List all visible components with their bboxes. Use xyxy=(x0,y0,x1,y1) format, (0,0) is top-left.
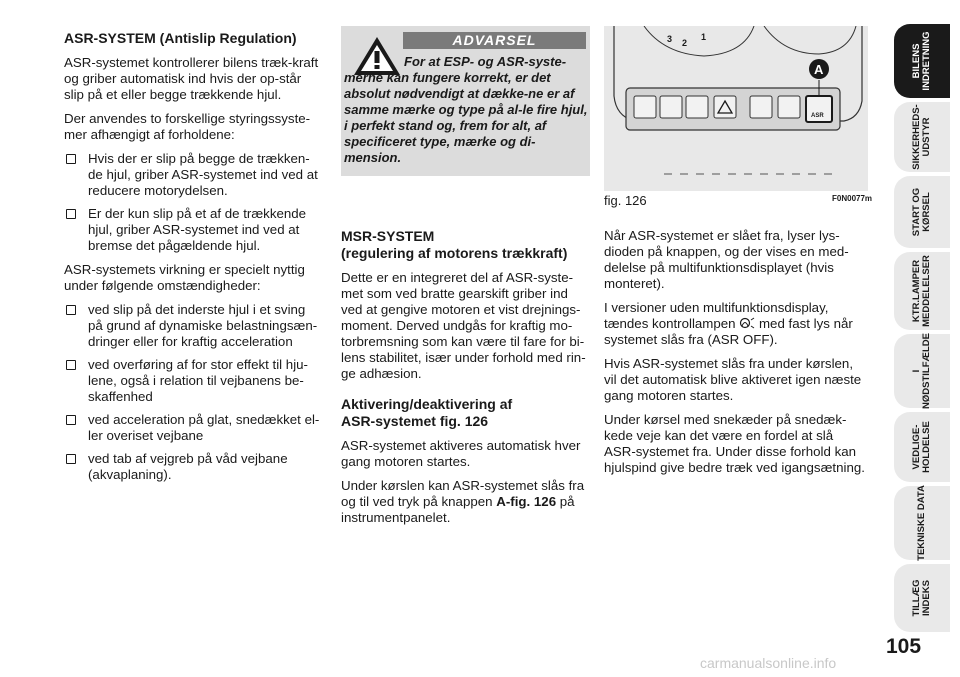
tab-start-og-korsel[interactable]: START OG KØRSEL xyxy=(894,176,950,248)
gauge-number-2: 2 xyxy=(682,38,688,48)
asr-off-paragraph-4: Under kørsel med snekæder på snedæk-kede veje kan det være en fordel at slå ASR-systemet fra. Under disse forhold kan hjulspind give bedre træk ved igangsætning. xyxy=(604,412,865,475)
tab-bilens-indretning[interactable]: BILENS INDRETNING xyxy=(894,24,950,98)
list-item: ved overføring af for stor effekt til hju-lene, også i relation til vejbanens be-skaffenhed xyxy=(64,357,322,405)
asr-paragraph-2: Der anvendes to forskellige styringssyste-mer afhængigt af forholdene: xyxy=(64,111,311,142)
circumstances-list xyxy=(64,302,322,483)
figure-code: F0N0077m xyxy=(832,194,873,203)
watermark: carmanualsonline.info xyxy=(700,655,837,671)
msr-paragraph-3: Under kørslen kan ASR-systemet slås fra og til ved tryk på knappen A-fig. 126 på instrumentpanelet. xyxy=(341,478,585,525)
msr-paragraph-2: ASR-systemet aktiveres automatisk hver gang motoren startes. xyxy=(341,438,581,469)
msr-heading: MSR-SYSTEM (regulering af motorens trækkraft) xyxy=(341,228,568,261)
dashboard-illustration xyxy=(604,26,868,191)
tab-tillaeg-indeks[interactable]: TILLÆG INDEKS xyxy=(894,564,950,632)
msr-paragraph-1: Dette er en integreret del af ASR-syste-met som ved bratte gearskift griber ind ved at gengive motoren et vist drejnings-moment. Derved undgås for kraftig mo-torbremsning som kan være til fare for bi-lens stabilitet, især under forhold med rin-ge adhæsion. xyxy=(341,270,586,381)
page-number: 105 xyxy=(886,635,922,658)
asr-heading: ASR-SYSTEM (Antislip Regulation) xyxy=(64,30,297,46)
figure-asr-button xyxy=(604,26,868,191)
asr-paragraph-1: ASR-systemet kontrollerer bilens træk-kraft og griber automatisk ind hvis der op-står slip på et eller begge trækkende hjul. xyxy=(64,55,319,102)
figure-caption: fig. 126 xyxy=(604,193,647,208)
warning-text: For at ESP- og ASR-syste-merne kan fungere korrekt, er det absolut nødvendigt at dække-ne er af samme mærke og type på al-le fire hjul, i perfekt stand og, frem for alt, af specificeret type, mærke og di-mension. xyxy=(344,54,588,165)
warning-box xyxy=(341,26,590,176)
list-item: Er der kun slip på et af de trækkende hjul, griber ASR-systemet ind ved at bremse det pågældende hjul. xyxy=(64,206,322,254)
list-item: Hvis der er slip på begge de trækken-de hjul, griber ASR-systemet ind ved at reducere motorydelsen. xyxy=(64,151,322,199)
asr-off-paragraph-1: Når ASR-systemet er slået fra, lyser lys-dioden på knappen, og der vises en med-delelse på multifunktionsdisplayet (hvis monteret). xyxy=(604,228,849,291)
tab-tekniske-data[interactable]: TEKNISKE DATA xyxy=(894,486,950,560)
gauge-number-3: 3 xyxy=(667,34,673,44)
activation-subheading: Aktivering/deaktivering af ASR-systemet fig. 126 xyxy=(341,396,513,429)
gauge-number-1: 1 xyxy=(701,32,707,42)
tab-nodstilfaelde[interactable]: I NØDSTILFÆLDE xyxy=(894,334,950,408)
asr-button-label: ASR xyxy=(811,113,824,119)
column-msr-system xyxy=(341,228,589,534)
asr-warning-lamp-icon xyxy=(739,317,755,329)
callout-a: A xyxy=(814,62,824,77)
column-asr-off xyxy=(604,228,866,484)
asr-off-paragraph-3: Hvis ASR-systemet slås fra under kørslen, vil det automatisk blive aktiveret igen næste gang motoren startes. xyxy=(604,356,862,403)
list-item: ved acceleration på glat, snedækket el-ler overiset vejbane xyxy=(64,412,322,444)
list-item: ved tab af vejgreb på våd vejbane (akvaplaning). xyxy=(64,451,322,483)
column-asr-system xyxy=(64,30,322,491)
tab-sikkerhedsudstyr[interactable]: SIKKERHEDS- UDSTYR xyxy=(894,102,950,172)
list-item: ved slip på det inderste hjul i et sving på grund af dynamiske belastningsæn-dringer eller for kraftig acceleration xyxy=(64,302,322,350)
warning-title: ADVARSEL xyxy=(403,32,586,49)
tab-vedligeholdelse[interactable]: VEDLIGE- HOLDELSE xyxy=(894,412,950,482)
tab-ktr-lamper[interactable]: KTR.LAMPER MEDDELELSER xyxy=(894,252,950,330)
asr-off-paragraph-2: I versioner uden multifunktionsdisplay, tændes kontrollampen med fast lys når systemet slås fra (ASR OFF). xyxy=(604,300,853,347)
control-modes-list xyxy=(64,151,322,254)
asr-paragraph-3: ASR-systemets virkning er specielt nyttig under følgende omstændigheder: xyxy=(64,262,305,293)
